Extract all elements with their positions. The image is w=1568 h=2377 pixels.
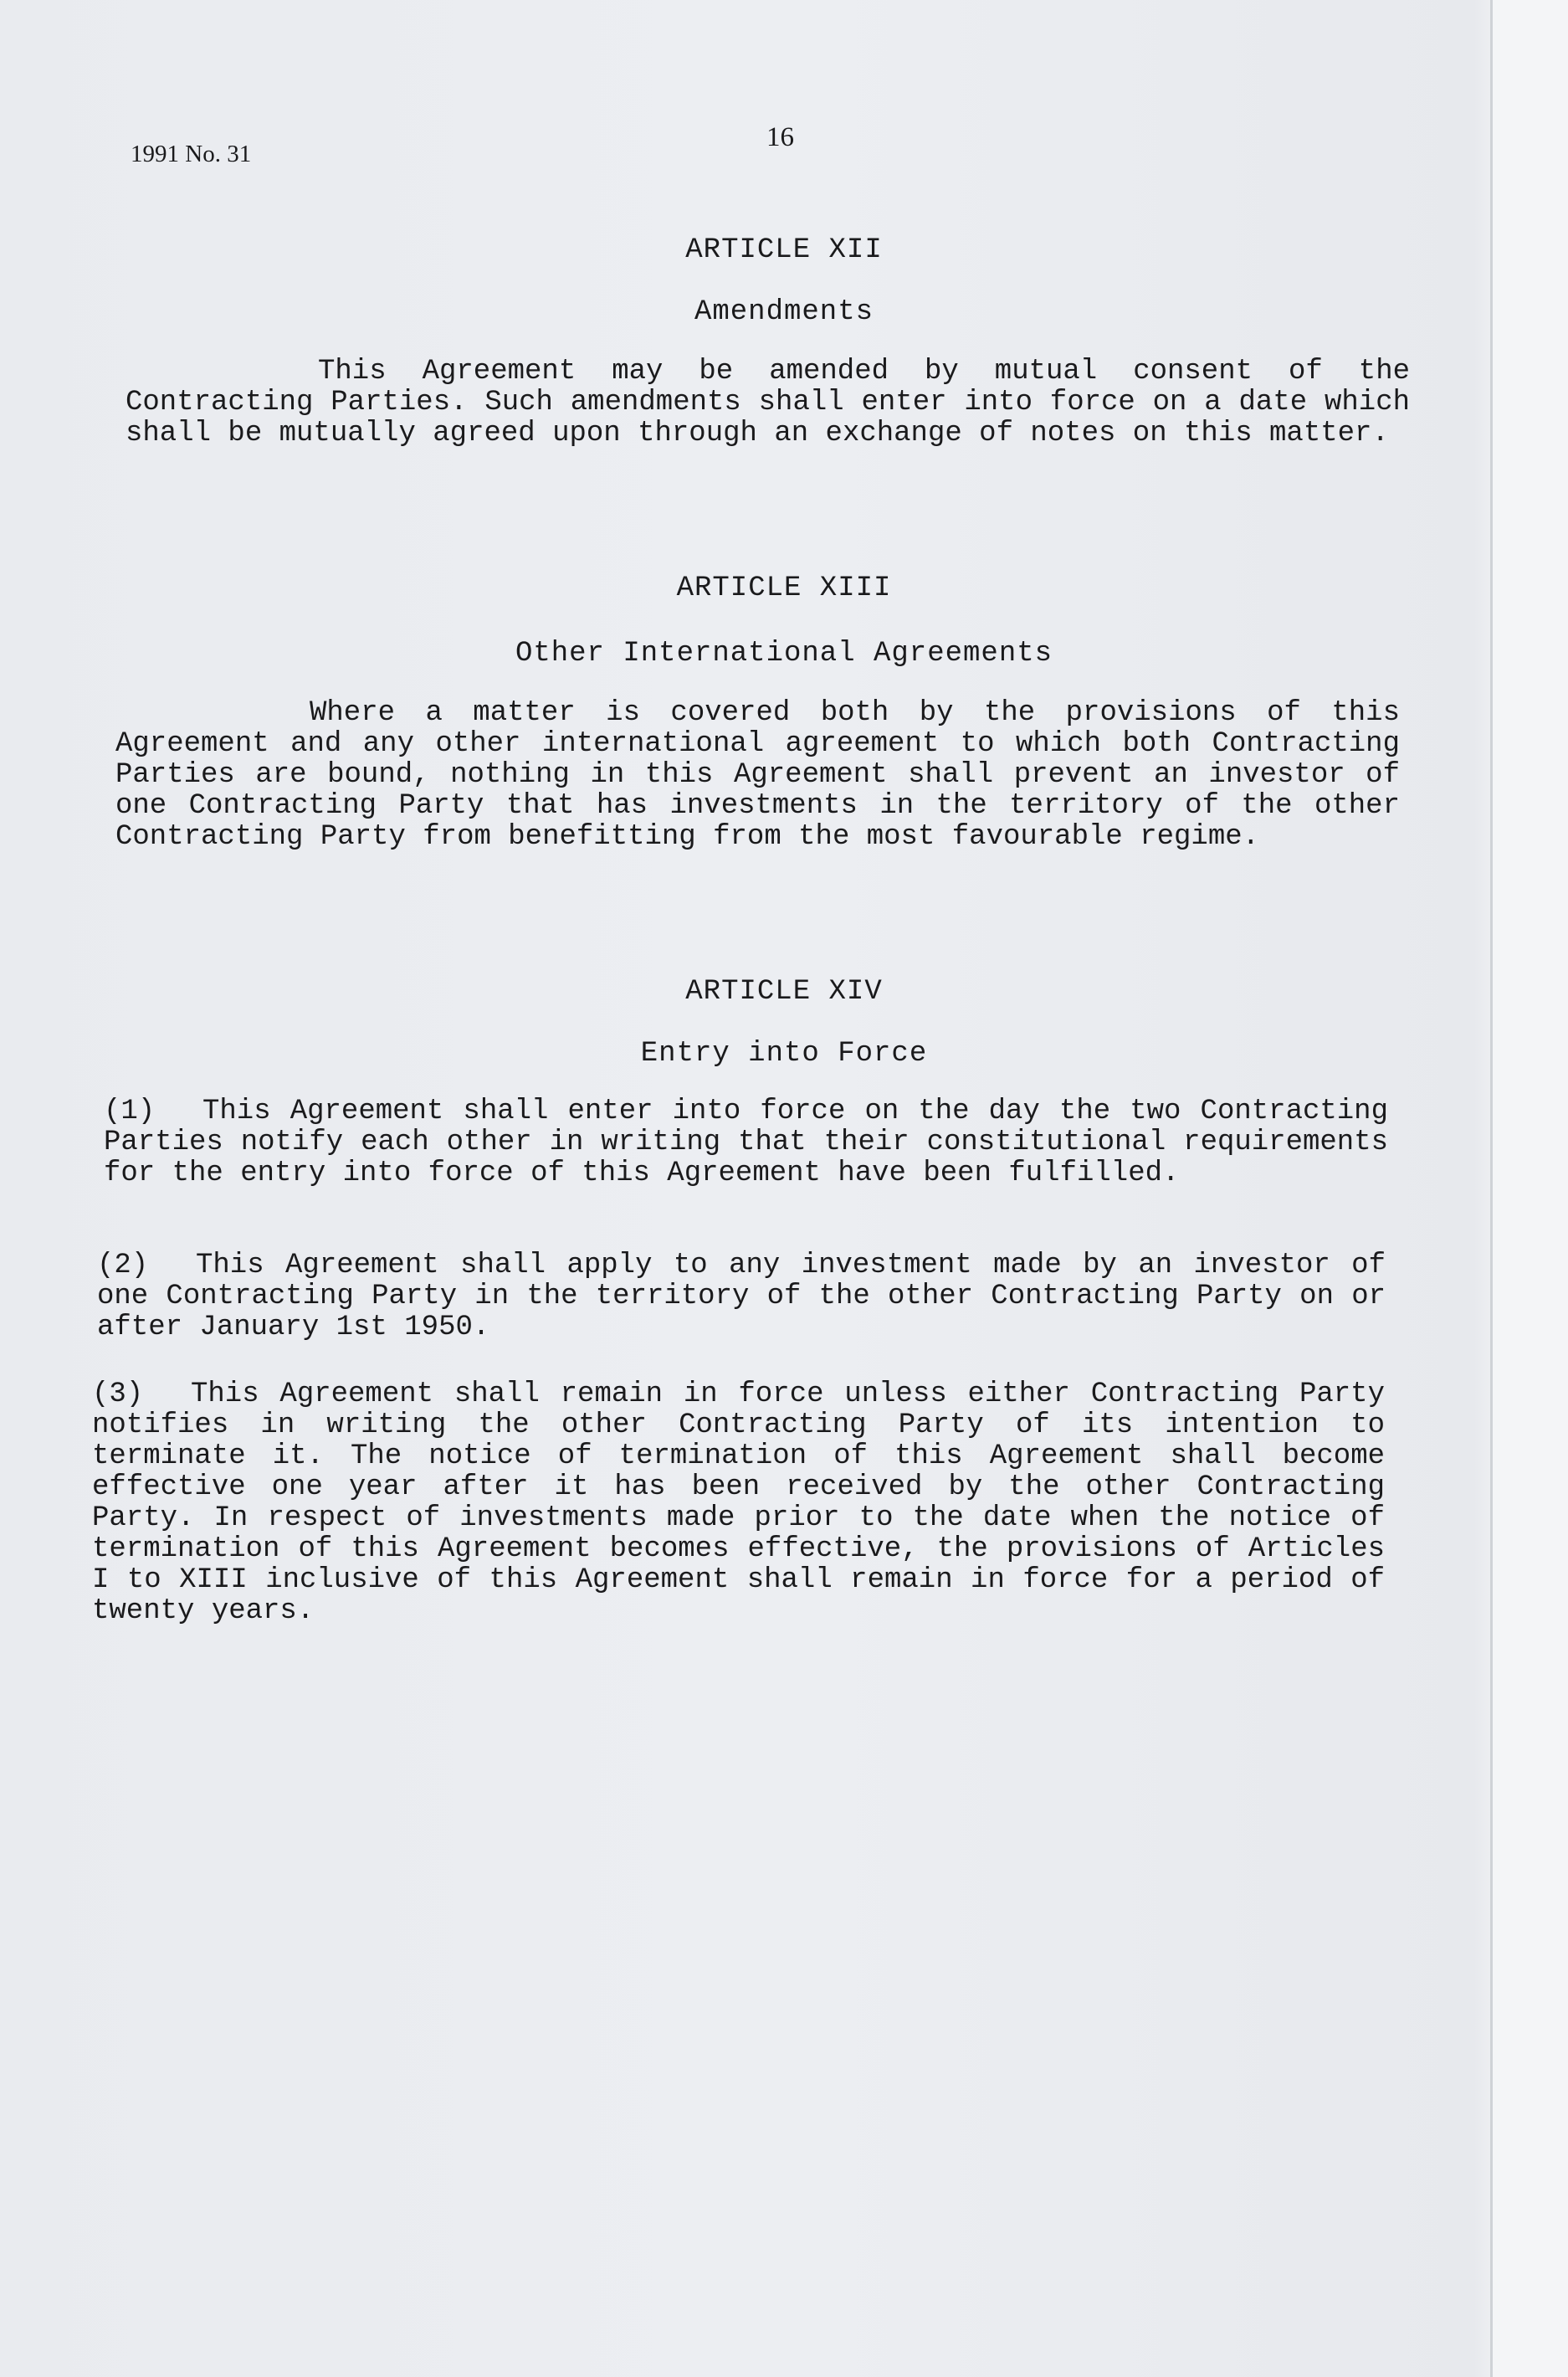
paragraph-number: (2) [97,1250,149,1281]
page-edge-line [1490,0,1493,2377]
article-14-subtitle: Entry into Force [640,1038,928,1070]
page-number: 16 [766,122,794,152]
paragraph-number: (3) [92,1378,144,1410]
document-reference: 1991 No. 31 [131,141,252,167]
article-14-paragraph-1 [104,1096,1388,1189]
article-12-title: ARTICLE XII [685,234,883,266]
paragraph-text: This Agreement shall remain in force unless either Contracting Party notifies in writing the other Contracting Party of its intention to terminate it. The notice of termination of this Agreement shall become effective one year after it has been received by the other Contracting Party. In respect of investments made prior to the date when the notice of termination of this Agreement becomes effective, the provisions of Articles I to XIII inclusive of this Agreement shall remain in force for a period of twenty years. [92,1378,1385,1627]
paragraph-text: This Agreement shall apply to any investment made by an investor of one Contracting Party in the territory of the other Contracting Party on or after January 1st 1950. [97,1250,1386,1343]
article-13-paragraph: Where a matter is covered both by the provisions of this Agreement and any other international agreement to which both Contracting Parties are bound, nothing in this Agreement shall prevent an investor of one Contracting Party that has investments in the territory of the other Contracting Party from benefitting from the most favourable regime. [115,697,1400,853]
article-13-title: ARTICLE XIII [676,572,892,604]
paragraph-text: This Agreement shall enter into force on the day the two Contracting Parties notify each other in writing that their constitutional requirements for the entry into force of this Agreement have been fulfilled. [104,1096,1388,1189]
article-14-paragraph-2 [97,1250,1386,1343]
article-12-subtitle: Amendments [694,296,874,328]
article-13-subtitle: Other International Agreements [515,638,1053,670]
article-12-paragraph: This Agreement may be amended by mutual consent of the Contracting Parties. Such amendments shall enter into force on a date which shall be mutually agreed upon through an exchange of notes on this matter. [126,356,1410,449]
page-margin-strip [1493,0,1568,2377]
article-14-title: ARTICLE XIV [685,976,883,1008]
paragraph-number: (1) [104,1096,156,1127]
article-14-paragraph-3 [92,1379,1385,1627]
